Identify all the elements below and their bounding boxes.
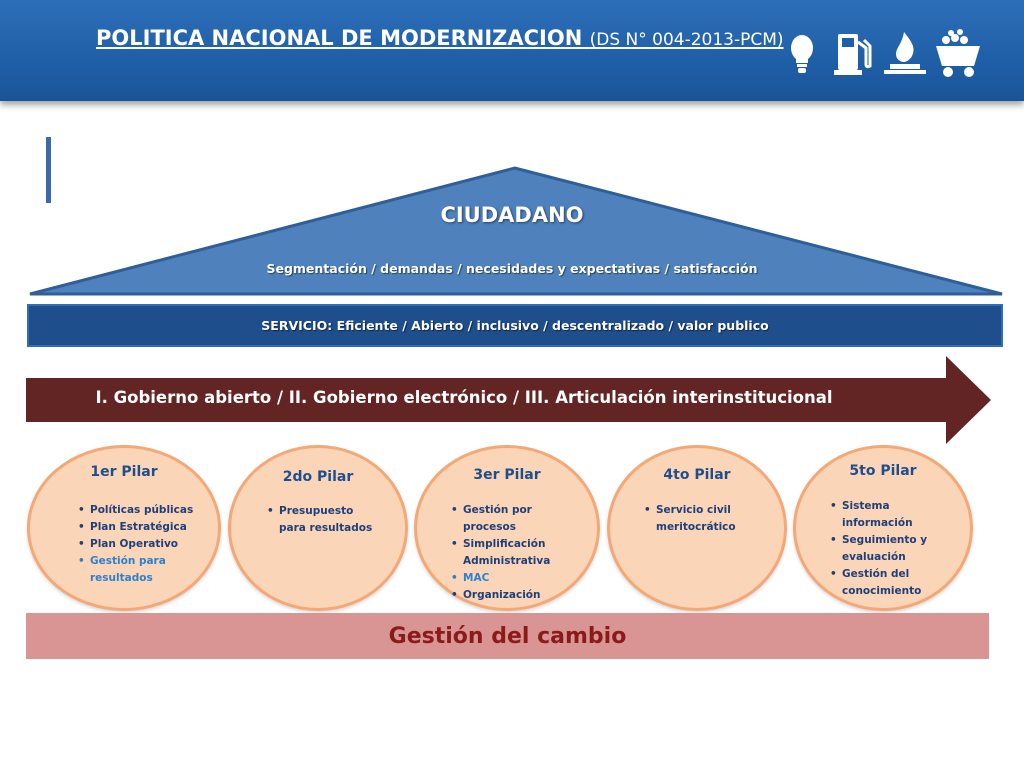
pillar-list xyxy=(451,502,561,604)
pillar-4 xyxy=(607,445,787,611)
list-item: • MAC xyxy=(451,570,561,587)
pillar-list xyxy=(78,502,203,587)
page-title-decree: (DS N° 004-2013-PCM) xyxy=(589,30,784,50)
roof-title: CIUDADANO xyxy=(440,203,584,227)
pillar-title: 5to Pilar xyxy=(849,463,917,479)
list-item: • Organización xyxy=(451,587,561,604)
pillar-list xyxy=(644,502,754,536)
pillar-2 xyxy=(228,445,408,611)
change-management-label: Gestión del cambio xyxy=(388,623,627,649)
pillar-5 xyxy=(793,445,973,611)
pillar-3 xyxy=(414,445,600,611)
page-title-main: POLITICA NACIONAL DE MODERNIZACION xyxy=(96,26,590,50)
pillar-title: 4to Pilar xyxy=(663,467,731,483)
pillar-1 xyxy=(27,445,221,611)
mining-cart-icon xyxy=(936,29,980,77)
list-item: • Servicio civil meritocrático xyxy=(644,502,754,536)
roof-triangle xyxy=(26,165,1006,299)
list-item: • Plan Operativo xyxy=(78,536,203,553)
pillar-list xyxy=(830,498,942,600)
pillar-title: 2do Pilar xyxy=(282,469,354,485)
list-item: • Simplificación Administrativa xyxy=(451,536,561,570)
energy-icons-group xyxy=(780,28,988,80)
fuel-pump-icon xyxy=(834,34,870,75)
list-item: • Sistema información xyxy=(830,498,942,532)
list-item: • Gestión del conocimiento xyxy=(830,566,942,600)
header-banner xyxy=(0,0,1024,101)
list-item: • Seguimiento y evaluación xyxy=(830,532,942,566)
pillar-title: 1er Pilar xyxy=(90,464,158,480)
axes-label: I. Gobierno abierto / II. Gobierno electrónico / III. Articulación interinstitucional xyxy=(95,388,833,407)
change-management-bar xyxy=(26,613,989,659)
roof-subtitle: Segmentación / demandas / necesidades y expectativas / satisfacción xyxy=(266,261,758,276)
service-bar xyxy=(27,304,1003,347)
list-item: • Gestión para resultados xyxy=(78,553,203,587)
pillar-list xyxy=(267,503,377,537)
list-item: • Presupuesto para resultados xyxy=(267,503,377,537)
list-item: • Políticas públicas xyxy=(78,502,203,519)
gas-flame-icon xyxy=(884,32,926,74)
list-item: • Gestión por procesos xyxy=(451,502,561,536)
pillar-title: 3er Pilar xyxy=(473,467,541,483)
service-label: SERVICIO: Eficiente / Abierto / inclusivo / descentralizado / valor publico xyxy=(261,318,769,333)
lightbulb-icon xyxy=(791,35,813,73)
list-item: • Plan Estratégica xyxy=(78,519,203,536)
page-title xyxy=(96,26,784,50)
